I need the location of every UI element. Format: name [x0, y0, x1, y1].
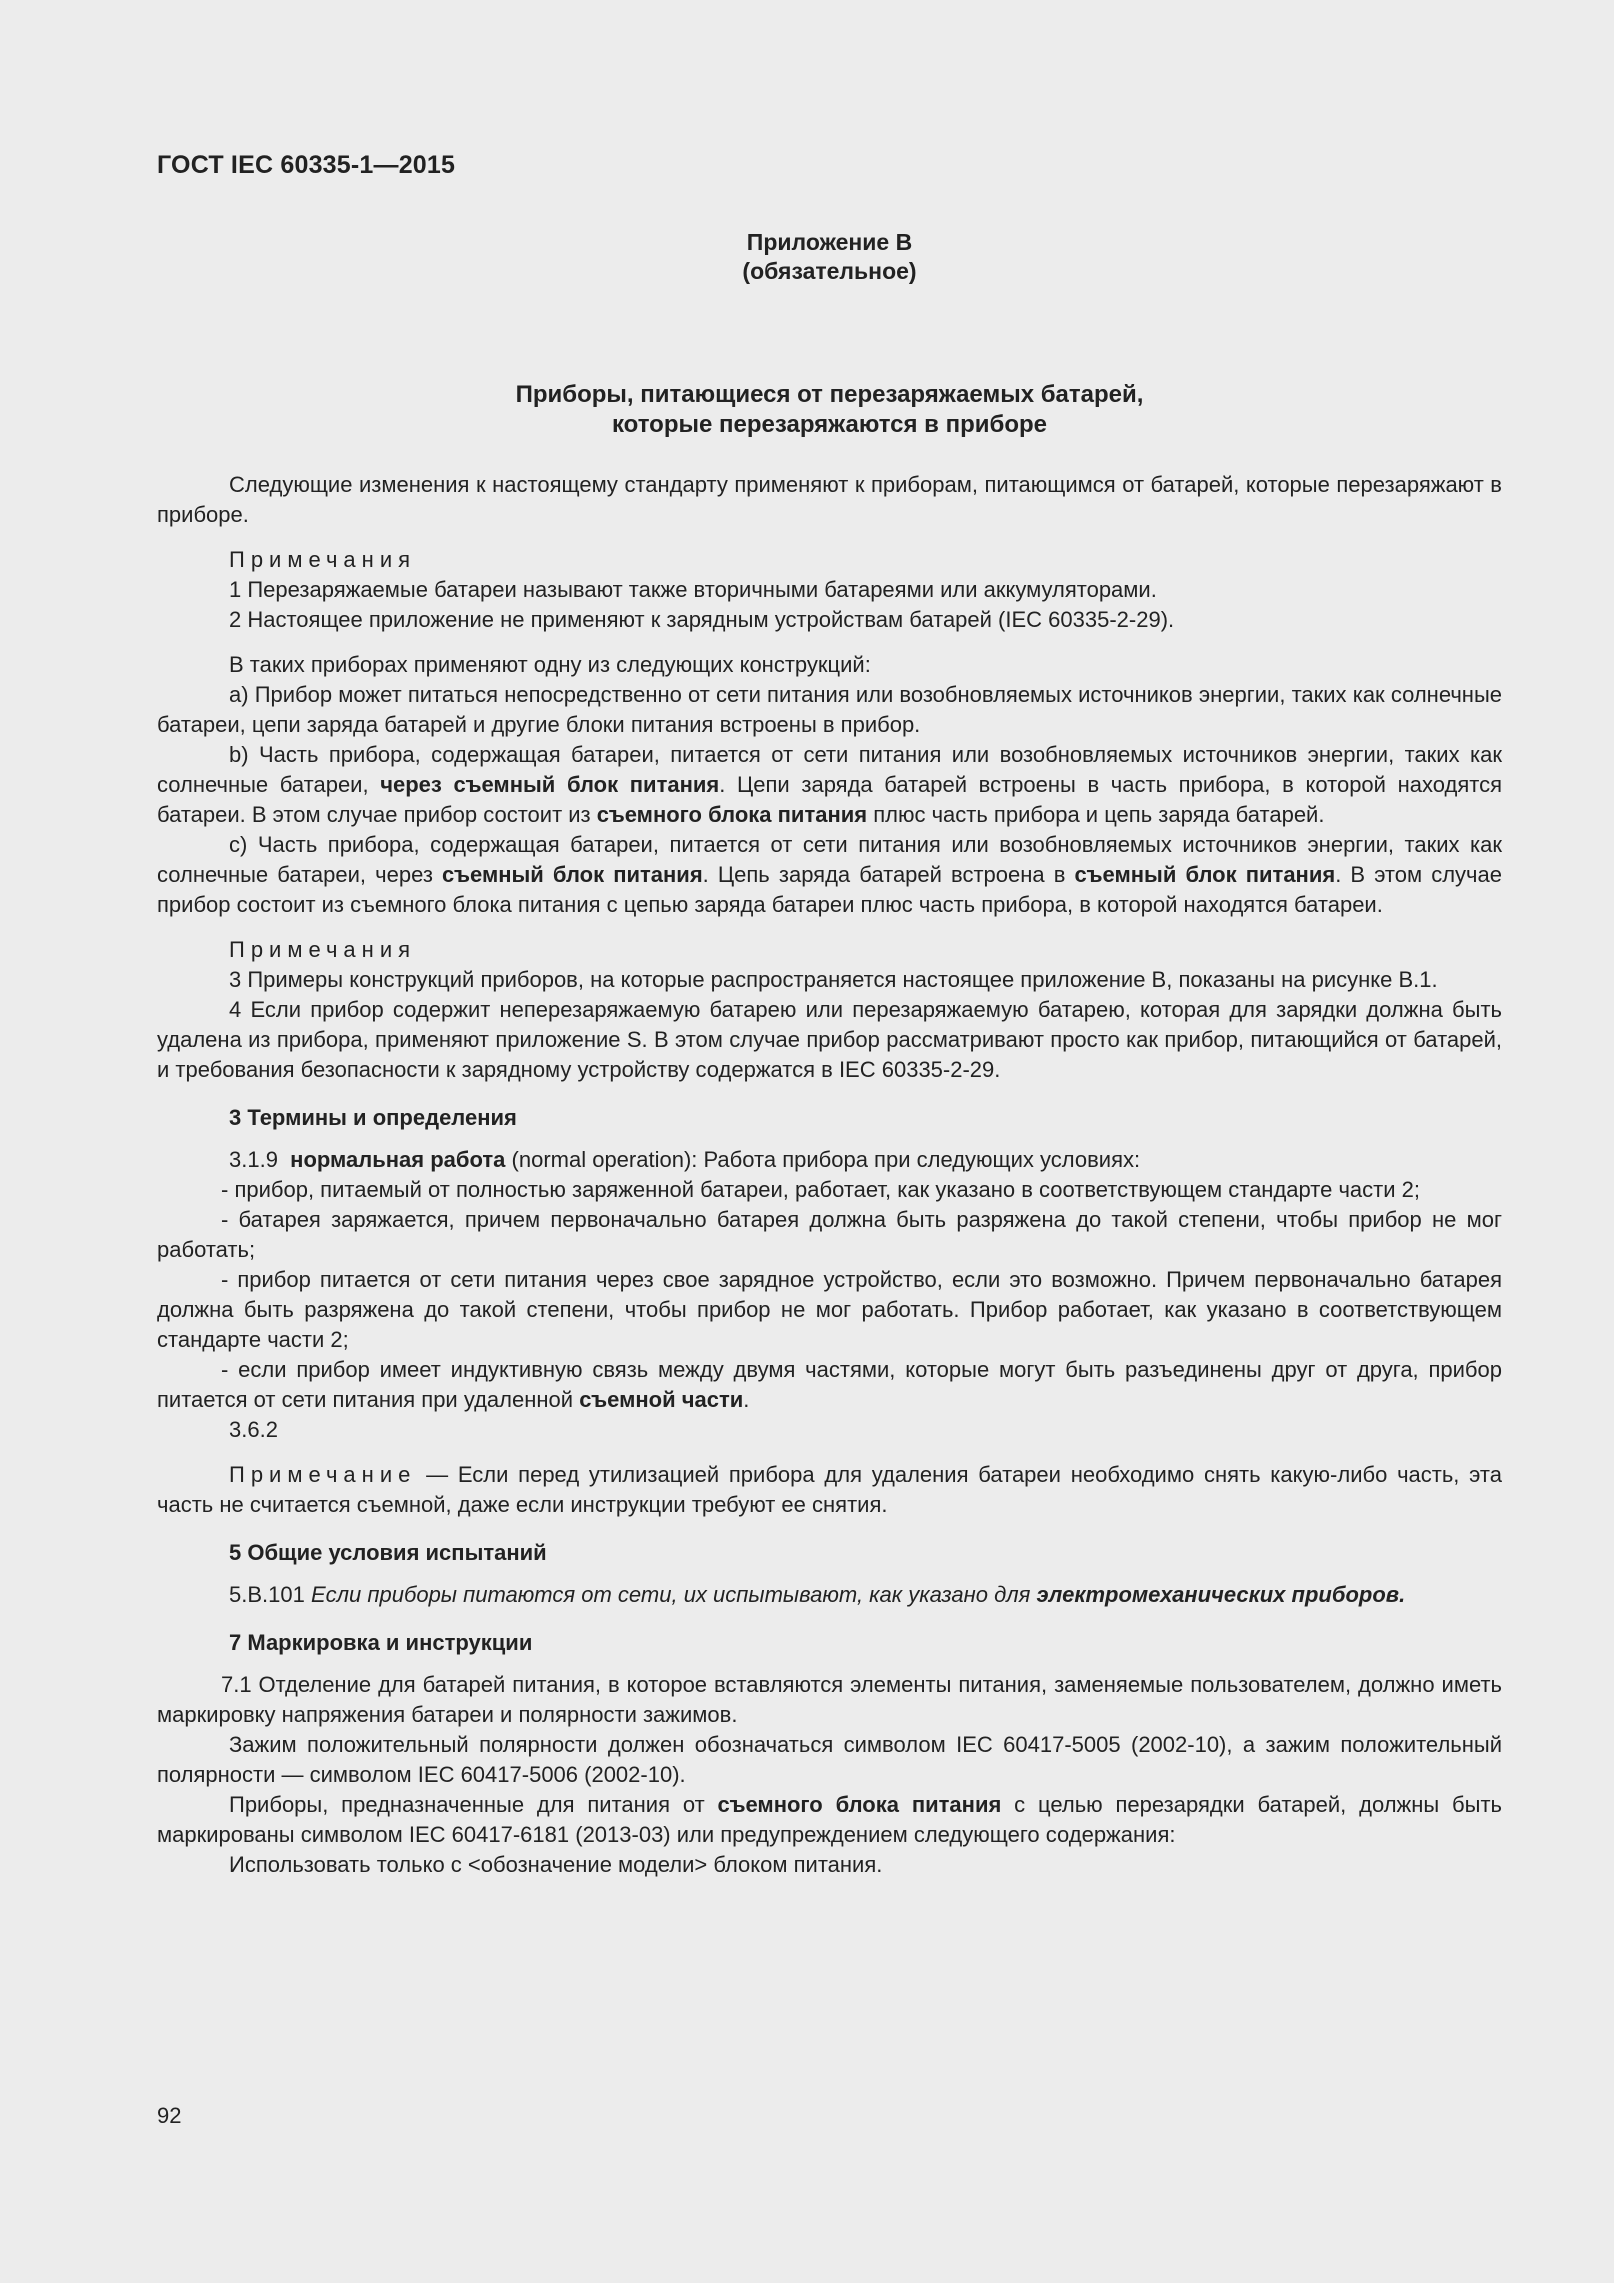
clause-term: электромеханических приборов. [1036, 1582, 1406, 1607]
construction-b-text-3: плюс часть прибора и цепь заряда батарей. [867, 802, 1325, 827]
constructions-block [157, 650, 1502, 920]
note-removable-part [157, 1460, 1502, 1520]
condition-4-end: . [743, 1387, 750, 1412]
construction-b-text-2: . Цепи заряда батарей встроены в часть прибора, в которой находятся батареи. В этом случае прибор состоит из [157, 772, 1502, 827]
subclause-3-6-2: 3.6.2 [229, 1417, 278, 1442]
polarity-paragraph: Зажим положительный полярности должен обозначаться символом IEC 60417-5005 (2002-10), а зажим положительный полярности — символом IEC 60417-5006 (2002-10). [157, 1732, 1502, 1787]
section-3-heading: 3 Термины и определения [229, 1105, 517, 1130]
marking-term: съемного блока питания [717, 1792, 1002, 1817]
notes-heading: Примечания [229, 547, 417, 572]
notes-block-1 [157, 545, 1502, 635]
annex-status: (обязательное) [742, 258, 917, 284]
definition-number: 3.1.9 [229, 1147, 278, 1172]
definition-term: нормальная работа [290, 1147, 506, 1172]
condition-1: - прибор, питаемый от полностью заряженной батареи, работает, как указано в соответствующем стандарте части 2; [221, 1177, 1420, 1202]
definition-text: (normal operation): Работа прибора при следующих условиях: [505, 1147, 1141, 1172]
note-4: 4 Если прибор содержит неперезаряжаемую батарею или перезаряжаемую батарею, которая для зарядки должна быть удалена из прибора, применяют приложение S. В этом случае прибор рассматривают просто как прибор, питающийся от батарей, и требования безопасности к зарядному устройству содержатся в IEC 60335-2-29. [157, 997, 1502, 1082]
notes-heading-2: Примечания [229, 937, 417, 962]
construction-b-term-2: съемного блока питания [596, 802, 868, 827]
marking-paragraph [157, 1790, 1502, 1850]
notes-block-2 [157, 935, 1502, 1085]
note-1: 1 Перезаряжаемые батареи называют также вторичными батареями или аккумуляторами. [229, 577, 1157, 602]
construction-c-term-2: съемный блок питания [1074, 862, 1336, 887]
construction-b [157, 740, 1502, 830]
annex-title: Приложение B [746, 229, 913, 255]
annex-subject-title [157, 380, 1502, 440]
warning-text: Использовать только с <обозначение модели> блоком питания. [229, 1852, 883, 1877]
section-5-heading: 5 Общие условия испытаний [229, 1540, 547, 1565]
construction-a: a) Прибор может питаться непосредственно от сети питания или возобновляемых источников энергии, таких как солнечные батареи, цепи заряда батарей и другие блоки питания встроены в прибор. [157, 682, 1502, 737]
marking-text-2: с целью перезарядки батарей, должны быть маркированы символом IEC 60417-6181 (2013-03) или предупреждением следующего содержания: [157, 1792, 1503, 1847]
document-header: ГОСТ IEC 60335-1—2015 [157, 151, 456, 179]
clause-number: 5.B.101 [229, 1582, 305, 1607]
construction-c-text-2: . Цепь заряда батарей встроена в [702, 862, 1075, 887]
condition-4-term: съемной части [579, 1387, 744, 1412]
note-3: 3 Примеры конструкций приборов, на которые распространяется настоящее приложение B, показаны на рисунке B.1. [229, 967, 1438, 992]
constructions-lead: В таких приборах применяют одну из следующих конструкций: [229, 652, 871, 677]
condition-4-text: - если прибор имеет индуктивную связь между двумя частями, которые могут быть разъединены друг от друга, прибор питается от сети питания при удаленной [157, 1357, 1502, 1412]
document-body [157, 470, 1502, 1880]
note-text: — Если перед утилизацией прибора для удаления батареи необходимо снять какую-либо часть, эта часть не считается съемной, даже если инструкции требуют ее снятия. [157, 1462, 1502, 1517]
clause-7-1: 7.1 Отделение для батарей питания, в которое вставляются элементы питания, заменяемые пользователем, должно иметь маркировку напряжения батареи и полярности зажимов. [157, 1672, 1502, 1727]
section-7-heading: 7 Маркировка и инструкции [229, 1630, 533, 1655]
annex-heading [157, 228, 1502, 286]
condition-2: - батарея заряжается, причем первоначально батарея должна быть разряжена до такой степени, чтобы прибор не мог работать; [157, 1207, 1502, 1262]
condition-4 [157, 1355, 1502, 1415]
clause-text: Если приборы питаются от сети, их испытывают, как указано для [304, 1582, 1037, 1607]
construction-c-text-3: . В этом случае прибор состоит из съемного блока питания с цепью заряда батареи плюс часть прибора, в которой находятся батареи. [157, 862, 1502, 917]
clause-5-b-101 [157, 1580, 1502, 1610]
construction-c [157, 830, 1502, 920]
title-line-2: которые перезаряжаются в приборе [611, 411, 1048, 438]
construction-c-term-1: съемный блок питания [442, 862, 703, 887]
construction-c-text-1: c) Часть прибора, содержащая батареи, питается от сети питания или возобновляемых источников энергии, таких как солнечные батареи, через [157, 832, 1502, 887]
note-2: 2 Настоящее приложение не применяют к зарядным устройствам батарей (IEC 60335-2-29). [229, 607, 1175, 632]
note-label: Примечание [229, 1462, 417, 1487]
marking-text-1: Приборы, предназначенные для питания от [229, 1792, 718, 1817]
page-number: 92 [157, 2103, 182, 2128]
intro-paragraph: Следующие изменения к настоящему стандарту применяют к приборам, питающимся от батарей, которые перезаряжают в приборе. [157, 472, 1502, 527]
title-line-1: Приборы, питающиеся от перезаряжаемых батарей, [515, 381, 1144, 408]
condition-3: - прибор питается от сети питания через свое зарядное устройство, если это возможно. Причем первоначально батарея должна быть разряжена до такой степени, чтобы прибор не мог работать. Прибор работает, как указано в соответствующем стандарте части 2; [157, 1267, 1502, 1352]
construction-b-term-1: через съемный блок питания [380, 772, 720, 797]
definition-3-1-9 [157, 1145, 1502, 1175]
construction-b-text-1: b) Часть прибора, содержащая батареи, питается от сети питания или возобновляемых источников энергии, таких как солнечные батареи, [157, 742, 1502, 797]
